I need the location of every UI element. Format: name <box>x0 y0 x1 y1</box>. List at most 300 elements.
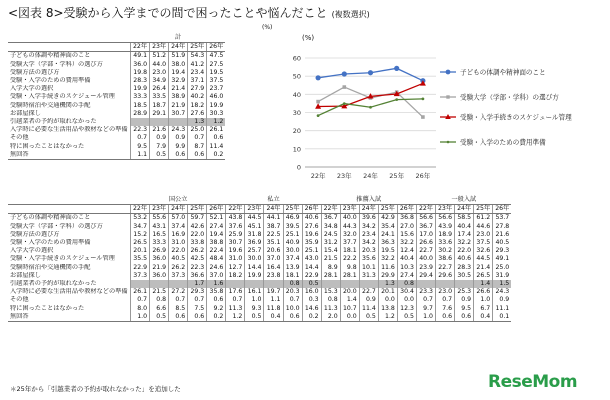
cell-value: 17.4 <box>455 231 474 239</box>
cell-value: 22.4 <box>207 247 226 255</box>
cell-value: 44.1 <box>264 214 283 223</box>
top-table-unit: (%) <box>262 24 273 31</box>
cell-value: 1.0 <box>245 296 264 304</box>
cell-value: 0.6 <box>207 134 226 142</box>
cell-value: 37.4 <box>169 223 188 231</box>
cell-value: 26.5 <box>474 272 493 280</box>
cell-value: 1.5 <box>493 280 512 288</box>
year-header: 24年 <box>264 205 283 214</box>
cell-value: 11.6 <box>378 264 397 272</box>
cell-value: 29.6 <box>436 272 455 280</box>
cell-value: 0.3 <box>302 296 321 304</box>
cell-value: 36.0 <box>150 255 169 263</box>
cell-value: 24.1 <box>378 231 397 239</box>
cell-value: 16.1 <box>245 288 264 296</box>
row-label: 入学時に必要な生活用品や教材などの準備 <box>10 288 128 296</box>
legend-marker <box>446 95 449 98</box>
cell-value: 0.8 <box>321 296 340 304</box>
cell-value: 26.2 <box>188 247 207 255</box>
cell-value: 49.1 <box>493 255 512 263</box>
data-point <box>394 66 399 71</box>
row-label: 受験・入学のための費用準備 <box>10 239 91 247</box>
cell-value: 27.4 <box>207 223 226 231</box>
cell-value: 37.5 <box>474 239 493 247</box>
cell-value: 52.1 <box>207 214 226 223</box>
data-point <box>368 70 373 75</box>
year-header: 22年 <box>416 205 435 214</box>
legend-label: 受験・入学手続きのスケジュール管理 <box>460 113 572 122</box>
cell-value: 0.5 <box>150 313 169 322</box>
cell-value: 39.5 <box>283 223 302 231</box>
cell-value: 42.6 <box>188 223 207 231</box>
cell-value: 1.0 <box>131 313 150 322</box>
cell-value: 25.1 <box>283 231 302 239</box>
cell-value: 23.4 <box>359 231 378 239</box>
cell-value: 21.4 <box>474 264 493 272</box>
cell-value: 2.0 <box>321 313 340 322</box>
row-label: 受験大学（学部・学科）の選び方 <box>10 60 103 68</box>
cell-value: 37.4 <box>283 255 302 263</box>
top-year-header: 24年 <box>169 43 188 52</box>
cell-value: 0.5 <box>397 313 416 322</box>
cell-value: 9.3 <box>245 305 264 313</box>
cell-value: 23.9 <box>416 264 435 272</box>
cell-value: 1.6 <box>207 280 226 288</box>
cell-value: 0.5 <box>150 151 169 160</box>
cell-value: 53.2 <box>131 214 150 223</box>
row-label: 子どもの体調や精神面のこと <box>10 214 91 222</box>
cell-value: 0.1 <box>493 313 512 322</box>
cell-value: 55.6 <box>150 214 169 223</box>
cell-value: 20.6 <box>264 247 283 255</box>
cell-value: 0.9 <box>493 296 512 304</box>
top-year-header: 25年 <box>188 43 207 52</box>
cell-value: 21.6 <box>150 126 169 134</box>
cell-value: 25.9 <box>226 231 245 239</box>
cell-value: 22.5 <box>264 231 283 239</box>
cell-value: 38.9 <box>169 93 188 101</box>
cell-value: 36.7 <box>321 214 340 223</box>
cell-value: 19.4 <box>207 231 226 239</box>
cell-value: 38.8 <box>207 239 226 247</box>
cell-value: 0.5 <box>302 280 321 288</box>
cell-value: 42.9 <box>378 214 397 223</box>
year-header: 23年 <box>245 205 264 214</box>
cell-value: 22.7 <box>436 264 455 272</box>
cell-value: 40.6 <box>302 214 321 223</box>
row-label: その他 <box>10 296 29 304</box>
cell-value: 20.1 <box>378 288 397 296</box>
row-label: 引越業者の予約が取れなかった <box>10 118 97 126</box>
cell-value: 10.7 <box>340 305 359 313</box>
year-header: 26年 <box>493 205 512 214</box>
title-subtitle: (複数選択) <box>331 10 370 19</box>
cell-value: 21.5 <box>150 288 169 296</box>
cell-value: 0.6 <box>436 313 455 322</box>
cell-value: 32.2 <box>455 239 474 247</box>
cell-value: 30.2 <box>436 247 455 255</box>
cell-value: 21.4 <box>169 85 188 93</box>
data-point <box>343 102 346 105</box>
year-header: 24年 <box>455 205 474 214</box>
cell-value: 22.0 <box>169 247 188 255</box>
row-label: 受験大学（学部・学科）の選び方 <box>10 222 103 230</box>
legend-marker <box>447 141 450 144</box>
top-year-header: 23年 <box>150 43 169 52</box>
cell-value: 28.1 <box>340 272 359 280</box>
cell-value: 22.9 <box>302 272 321 280</box>
cell-value: 22.0 <box>455 247 474 255</box>
cell-value: 40.0 <box>340 214 359 223</box>
cell-value: 11.4 <box>359 305 378 313</box>
cell-value: 32.2 <box>378 255 397 263</box>
cell-value: 37.0 <box>207 272 226 280</box>
cell-value: 22.7 <box>416 247 435 255</box>
cell-value: 0.0 <box>397 296 416 304</box>
y-tick-label: 10 <box>292 145 301 154</box>
cell-value: 37.3 <box>169 272 188 280</box>
cell-value: 34.9 <box>150 77 169 85</box>
cell-value: 13.9 <box>283 264 302 272</box>
cell-value: 0.6 <box>207 296 226 304</box>
cell-value: 1.0 <box>474 296 493 304</box>
cell-value: 0.8 <box>150 296 169 304</box>
cell-value: 13.8 <box>378 305 397 313</box>
cell-value: 49.1 <box>131 52 150 61</box>
cell-value: 33.6 <box>436 239 455 247</box>
cell-value: 29.9 <box>378 272 397 280</box>
cell-value: 40.9 <box>283 239 302 247</box>
cell-value: 0.0 <box>340 313 359 322</box>
cell-value: 1.4 <box>474 280 493 288</box>
cell-value: 16.4 <box>264 264 283 272</box>
cell-value: 40.4 <box>397 255 416 263</box>
cell-value: 19.8 <box>131 69 150 77</box>
legend-label: 子どもの体調や精神面のこと <box>460 68 546 77</box>
cell-value: 48.4 <box>207 255 226 263</box>
cell-value: 14.4 <box>302 264 321 272</box>
cell-value: 24.3 <box>493 288 512 296</box>
cell-value: 44.3 <box>340 223 359 231</box>
cell-value: 37.5 <box>207 77 226 85</box>
x-tick-label: 22年 <box>310 172 326 180</box>
data-point <box>342 71 347 76</box>
year-header: 22年 <box>226 205 245 214</box>
year-header: 22年 <box>321 205 340 214</box>
legend-marker <box>446 70 451 75</box>
year-header: 23年 <box>436 205 455 214</box>
cell-value: 32.9 <box>169 77 188 85</box>
row-label: 入学大学の選択 <box>10 247 54 255</box>
cell-value: 28.3 <box>131 77 150 85</box>
cell-value: 36.0 <box>131 61 150 69</box>
cell-value: 29.3 <box>188 288 207 296</box>
cell-value: 6.6 <box>150 305 169 313</box>
cell-value: 11.4 <box>207 143 226 151</box>
row-label: その他 <box>10 134 29 142</box>
cell-value: 23.0 <box>436 288 455 296</box>
cell-value: 25.0 <box>493 264 512 272</box>
row-label: お部屋探し <box>10 109 41 117</box>
cell-value: 36.0 <box>150 272 169 280</box>
cell-value: 27.4 <box>397 272 416 280</box>
cell-value: 0.6 <box>188 151 207 160</box>
cell-value: 8.5 <box>169 305 188 313</box>
cell-value: 35.4 <box>378 223 397 231</box>
cell-value: 1.3 <box>188 118 207 126</box>
cell-value: 28.9 <box>131 110 150 118</box>
cell-value: 46.9 <box>283 214 302 223</box>
cell-value: 36.3 <box>378 239 397 247</box>
cell-value: 11.3 <box>321 305 340 313</box>
cell-value: 30.5 <box>455 272 474 280</box>
cell-value: 34.8 <box>321 223 340 231</box>
cell-value: 53.7 <box>493 214 512 223</box>
cell-value: 31.3 <box>359 272 378 280</box>
cell-value: 8.7 <box>188 143 207 151</box>
cell-value: 21.9 <box>169 102 188 110</box>
row-label: 受験・入学手続きのスケジュール管理 <box>10 93 115 101</box>
cell-value: 0.9 <box>359 296 378 304</box>
data-point <box>395 98 398 101</box>
cell-value: 21.6 <box>493 231 512 239</box>
row-label: 受験時宿泊や交通機関の手配 <box>10 101 91 109</box>
cell-value: 11.1 <box>493 305 512 313</box>
cell-value: 12.4 <box>397 247 416 255</box>
year-header: 22年 <box>131 205 150 214</box>
row-label: 無回答 <box>8 151 131 160</box>
cell-value: 30.0 <box>245 255 264 263</box>
x-tick-label: 24年 <box>363 172 378 180</box>
cell-value: 57.0 <box>169 214 188 223</box>
footnote: ＊25年から「引越業者の予約が取れなかった」を追加した <box>10 385 181 393</box>
brand-logo: ReseMom <box>488 372 578 392</box>
cell-value: 19.9 <box>131 85 150 93</box>
cell-value: 46.0 <box>207 93 226 101</box>
cell-value: 18.2 <box>226 272 245 280</box>
cell-value: 37.6 <box>226 223 245 231</box>
cell-value: 26.4 <box>150 85 169 93</box>
cell-value: 16.5 <box>150 231 169 239</box>
cell-value: 0.7 <box>283 296 302 304</box>
cell-value: 1.3 <box>378 280 397 288</box>
cell-value: 51.2 <box>150 52 169 61</box>
cell-value: 37.0 <box>264 255 283 263</box>
cell-value: 19.9 <box>207 102 226 110</box>
cell-value: 28.3 <box>455 264 474 272</box>
cell-value: 0.7 <box>131 296 150 304</box>
cell-value: 40.2 <box>188 93 207 101</box>
cell-value: 6.7 <box>474 305 493 313</box>
cell-value: 43.0 <box>302 255 321 263</box>
cell-value: 56.6 <box>416 214 435 223</box>
y-tick-label: 40 <box>292 90 301 99</box>
cell-value: 0.6 <box>169 151 188 160</box>
data-point <box>422 97 425 100</box>
cell-value: 24.6 <box>207 264 226 272</box>
cell-value: 27.0 <box>397 223 416 231</box>
cell-value: 7.6 <box>436 305 455 313</box>
cell-value: 58.5 <box>455 214 474 223</box>
cell-value: 32.6 <box>474 247 493 255</box>
cell-value: 32.2 <box>397 239 416 247</box>
y-tick-label: 50 <box>292 72 301 81</box>
cell-value: 56.6 <box>436 214 455 223</box>
cell-value: 34.2 <box>359 239 378 247</box>
cell-value: 35.1 <box>264 239 283 247</box>
cell-value: 36.7 <box>416 223 435 231</box>
cell-value: 33.3 <box>150 239 169 247</box>
cell-value: 31.0 <box>226 255 245 263</box>
row-label: 受験・入学手続きのスケジュール管理 <box>10 255 115 263</box>
data-point <box>369 106 372 109</box>
cell-value: 40.0 <box>416 255 435 263</box>
cell-value: 14.6 <box>302 305 321 313</box>
cell-value: 9.8 <box>340 264 359 272</box>
cell-value: 26.1 <box>131 288 150 296</box>
y-tick-label: 20 <box>292 127 301 136</box>
cell-value: 0.7 <box>226 296 245 304</box>
cell-value: 33.3 <box>131 93 150 101</box>
cell-value: 17.6 <box>226 288 245 296</box>
chart-unit: (%) <box>302 34 315 42</box>
cell-value: 27.8 <box>493 223 512 231</box>
cell-value: 25.0 <box>188 126 207 134</box>
cell-value: 30.7 <box>169 110 188 118</box>
cell-value: 31.0 <box>169 239 188 247</box>
cell-value: 22.2 <box>340 255 359 263</box>
cell-value: 14.4 <box>245 264 264 272</box>
cell-value: 7.5 <box>188 305 207 313</box>
year-header: 26年 <box>397 205 416 214</box>
cell-value: 32.0 <box>340 231 359 239</box>
cell-value: 18.9 <box>436 231 455 239</box>
cell-value: 33.5 <box>150 93 169 101</box>
cell-value: 9.2 <box>207 305 226 313</box>
cell-value: 25.3 <box>455 288 474 296</box>
cell-value: 30.3 <box>207 110 226 118</box>
cell-value: 1.0 <box>416 313 435 322</box>
data-point <box>343 85 347 89</box>
row-label: 特に困ったことはなかった <box>10 142 85 150</box>
row-label: 特に困ったことはなかった <box>10 304 85 312</box>
cell-value: 25.7 <box>245 247 264 255</box>
row-label: 受験時宿泊や交通機関の手配 <box>10 263 91 271</box>
cell-value: 0.9 <box>150 134 169 142</box>
cell-value: 31.9 <box>493 272 512 280</box>
title-text: <図表 8>受験から入学までの間で困ったことや悩んだこと <box>8 6 328 20</box>
cell-value: 21.5 <box>321 255 340 263</box>
cell-value: 22.3 <box>188 264 207 272</box>
chart-series <box>315 66 426 119</box>
cell-value: 26.6 <box>474 288 493 296</box>
cell-value: 8.0 <box>131 305 150 313</box>
cell-value: 43.8 <box>226 214 245 223</box>
cell-value: 17.0 <box>416 231 435 239</box>
cell-value: 40.4 <box>455 223 474 231</box>
row-label: 受験・入学のための費用準備 <box>10 77 91 85</box>
cell-value: 38.0 <box>169 61 188 69</box>
cell-value: 0.2 <box>207 313 226 322</box>
chart-legend <box>440 68 572 147</box>
cell-value: 16.0 <box>302 288 321 296</box>
cell-value: 44.5 <box>474 255 493 263</box>
data-point <box>317 114 320 117</box>
cell-value: 51.9 <box>169 52 188 61</box>
cell-value: 20.1 <box>131 247 150 255</box>
cell-value: 19.4 <box>169 69 188 77</box>
cell-value: 18.5 <box>131 102 150 110</box>
cell-value: 0.6 <box>188 313 207 322</box>
row-label: 受験方法の選び方 <box>10 230 60 238</box>
cell-value: 26.5 <box>131 239 150 247</box>
cell-value: 22.0 <box>188 231 207 239</box>
cell-value: 10.0 <box>283 305 302 313</box>
data-point <box>421 115 425 119</box>
cell-value: 54.3 <box>188 52 207 61</box>
cell-value: 19.6 <box>226 247 245 255</box>
cell-value: 0.0 <box>378 296 397 304</box>
cell-value: 0.4 <box>264 313 283 322</box>
cell-value: 0.2 <box>207 151 226 160</box>
row-label: 入学大学の選択 <box>10 85 54 93</box>
cell-value: 27.9 <box>188 85 207 93</box>
cell-value: 35.9 <box>302 239 321 247</box>
year-header: 25年 <box>188 205 207 214</box>
cell-value: 9.9 <box>169 143 188 151</box>
top-year-header: 26年 <box>207 43 226 52</box>
cell-value: 36.6 <box>188 272 207 280</box>
cell-value: 40.5 <box>169 255 188 263</box>
row-label: 子どもの体調や精神面のこと <box>10 52 91 60</box>
y-tick-label: 0 <box>296 163 301 172</box>
cell-value: 38.7 <box>264 223 283 231</box>
cell-value: 43.9 <box>436 223 455 231</box>
cell-value: 29.4 <box>416 272 435 280</box>
group-label: 国公立 <box>168 196 188 203</box>
cell-value: 1.2 <box>207 118 226 126</box>
y-tick-label: 30 <box>292 109 301 117</box>
group-label: 一般入試 <box>451 196 477 203</box>
cell-value: 19.5 <box>378 247 397 255</box>
cell-value: 21.9 <box>150 264 169 272</box>
year-header: 25年 <box>474 205 493 214</box>
year-header: 25年 <box>378 205 397 214</box>
cell-value: 11.8 <box>264 305 283 313</box>
cell-value: 26.6 <box>416 239 435 247</box>
year-header: 26年 <box>302 205 321 214</box>
cell-value: 23.8 <box>264 272 283 280</box>
cell-value: 23.0 <box>474 231 493 239</box>
y-tick-label: 60 <box>292 54 301 63</box>
cell-value: 35.5 <box>131 255 150 263</box>
cell-value: 10.3 <box>397 264 416 272</box>
cell-value: 30.4 <box>397 288 416 296</box>
cell-value: 11.3 <box>226 305 245 313</box>
cell-value: 22.9 <box>131 264 150 272</box>
cell-value: 0.5 <box>359 313 378 322</box>
cell-value: 10.1 <box>359 264 378 272</box>
data-point <box>316 100 320 104</box>
cell-value: 27.6 <box>188 110 207 118</box>
cell-value: 28.1 <box>321 272 340 280</box>
cell-value: 7.9 <box>150 143 169 151</box>
group-label: 推薦入試 <box>356 196 382 203</box>
cell-value: 19.9 <box>245 272 264 280</box>
cell-value: 45.1 <box>245 223 264 231</box>
cell-value: 38.6 <box>436 255 455 263</box>
year-header: 23年 <box>340 205 359 214</box>
